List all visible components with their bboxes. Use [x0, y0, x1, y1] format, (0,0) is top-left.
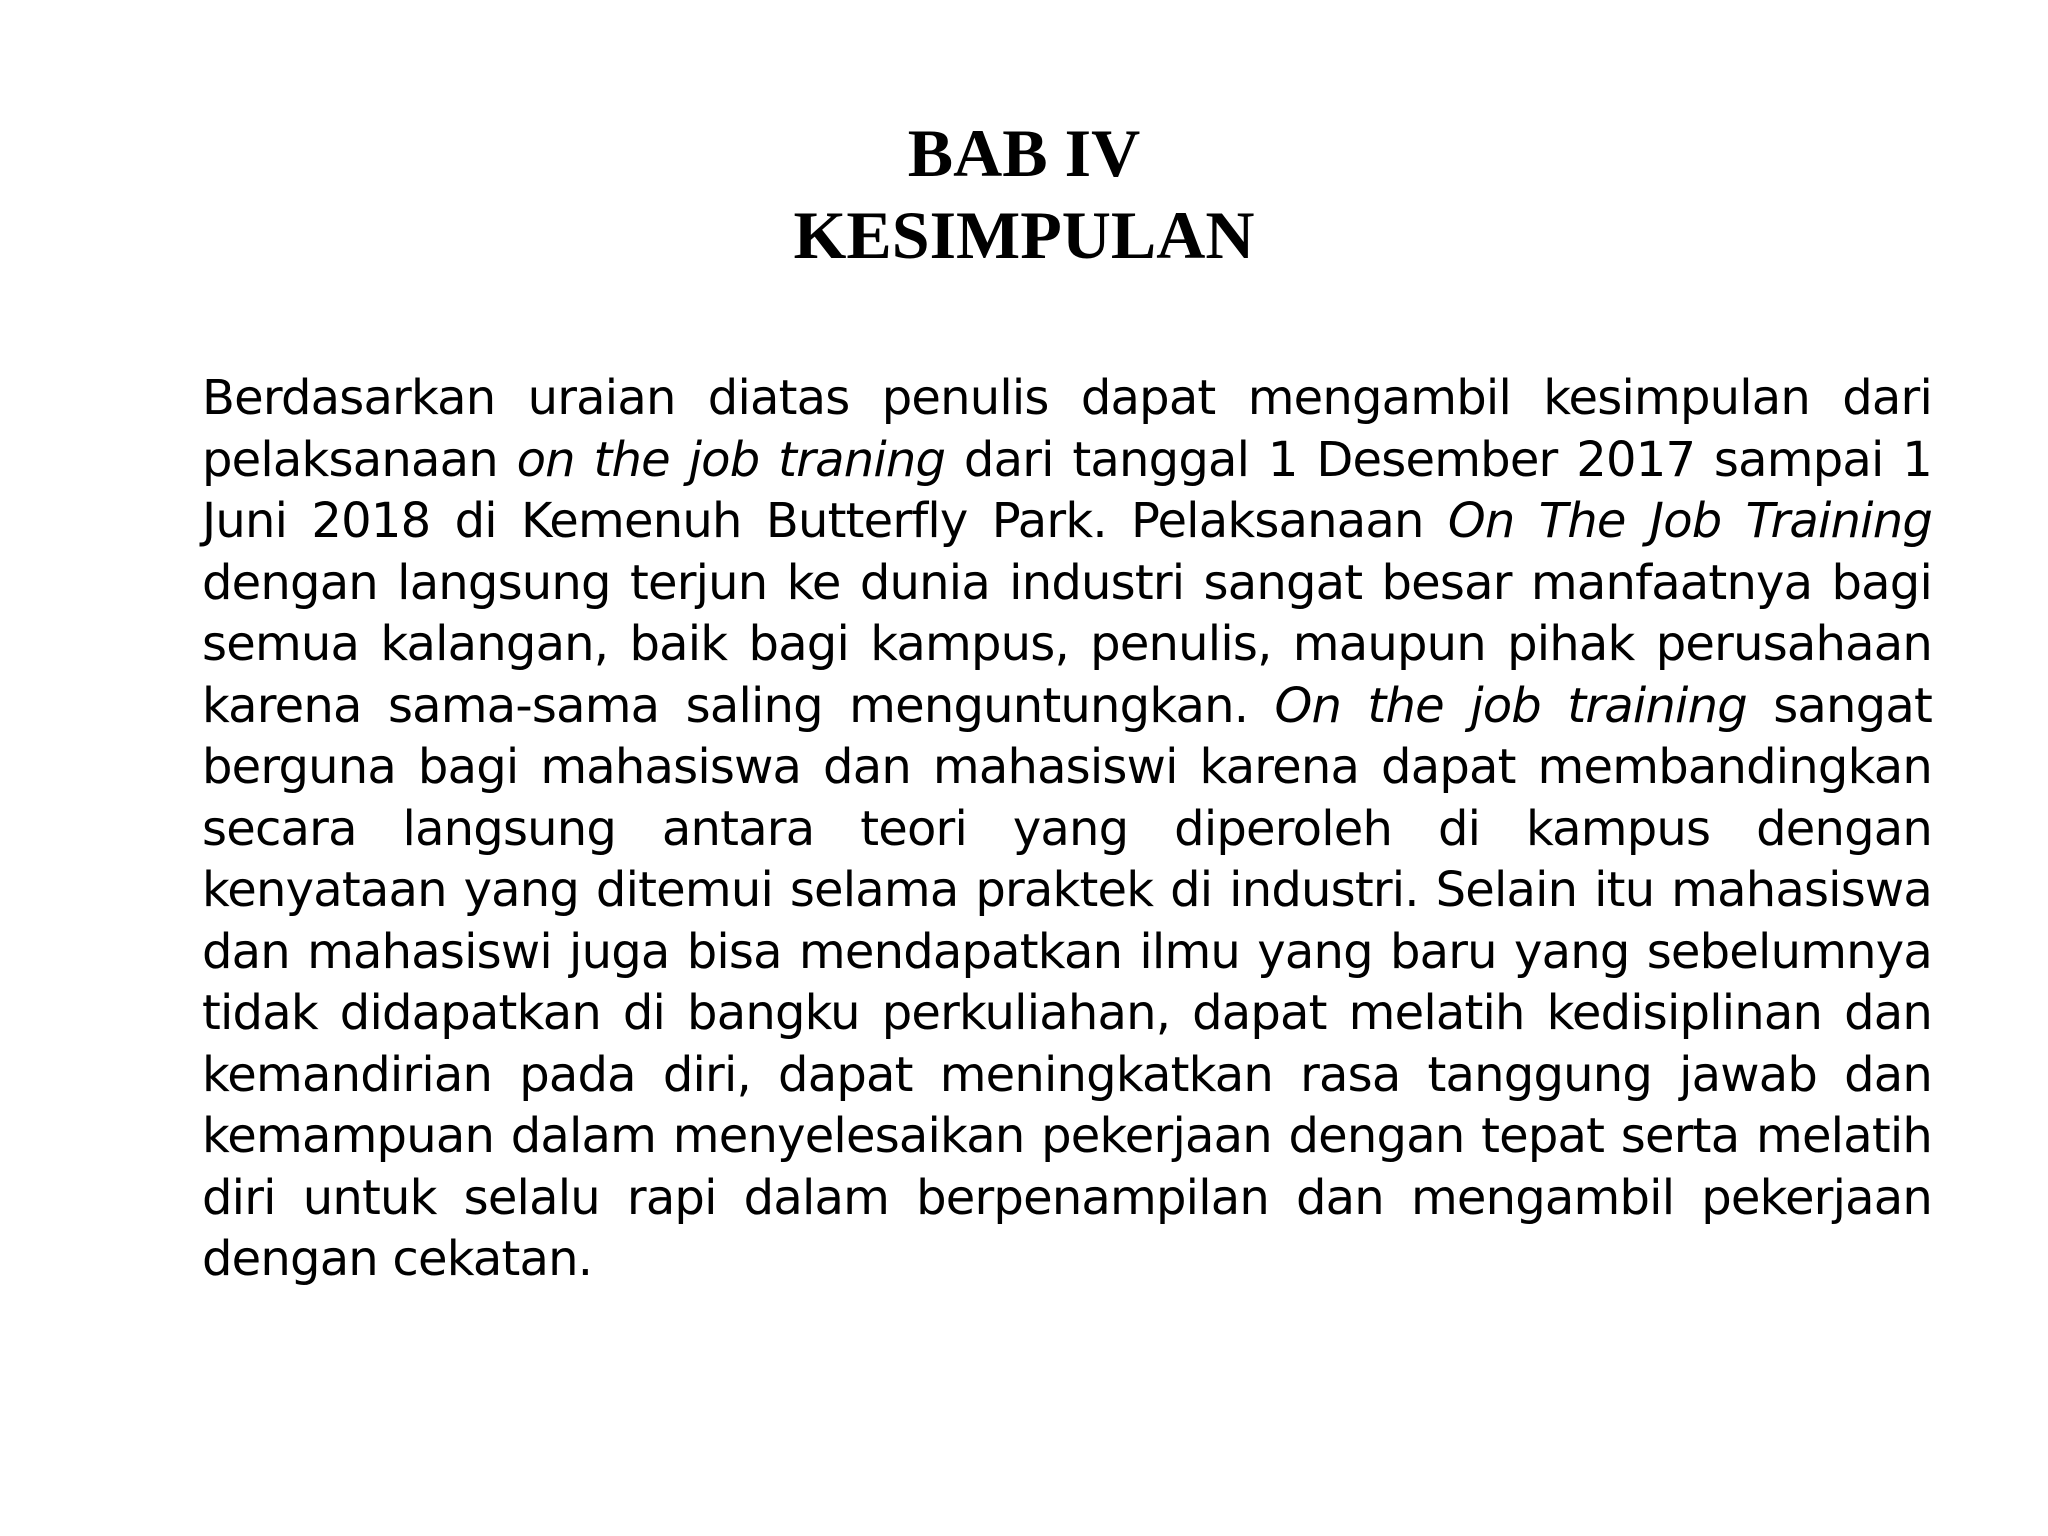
paragraph-text-3: dengan langsung terjun ke dunia industri sangat besar manfaatnya bagi semua kalangan, baik bagi kampus, penulis, maupun pihak perusahaan karena sama-sama saling menguntungkan.	[202, 554, 1932, 734]
chapter-number: BAB IV	[907, 115, 1141, 191]
paragraph-italic-3: On the job training	[1274, 677, 1747, 734]
paragraph-text-2: dari tanggal 1 Desember 2017 sampai 1 Juni 2018 di Kemenuh Butterfly Park. Pelaksanaan	[202, 431, 1932, 549]
paragraph-text-4: sangat berguna bagi mahasiswa dan mahasiswi karena dapat membandingkan secara langsung antara teori yang diperoleh di kampus dengan kenyataan yang ditemui selama praktek di industri. Selain itu mahasiswa dan mahasiswi juga bisa mendapatkan ilmu yang baru yang sebelumnya tidak didapatkan di bangku perkuliahan, dapat melatih kedisiplinan dan kemandirian pada diri, dapat meningkatkan rasa tanggung jawab dan kemampuan dalam menyelesaikan pekerjaan dengan tepat serta melatih diri untuk selalu rapi dalam berpenampilan dan mengambil pekerjaan dengan cekatan.	[202, 677, 1932, 1287]
paragraph-italic-2: On The Job Training	[1447, 493, 1932, 549]
conclusion-paragraph	[202, 368, 1932, 1291]
chapter-title: KESIMPULAN	[793, 197, 1255, 273]
paragraph-text-1: Berdasarkan uraian diatas penulis dapat mengambil kesimpulan dari pelaksanaan	[202, 370, 1932, 488]
chapter-heading	[0, 112, 2048, 276]
paragraph-italic-1: on the job traning	[516, 431, 946, 488]
